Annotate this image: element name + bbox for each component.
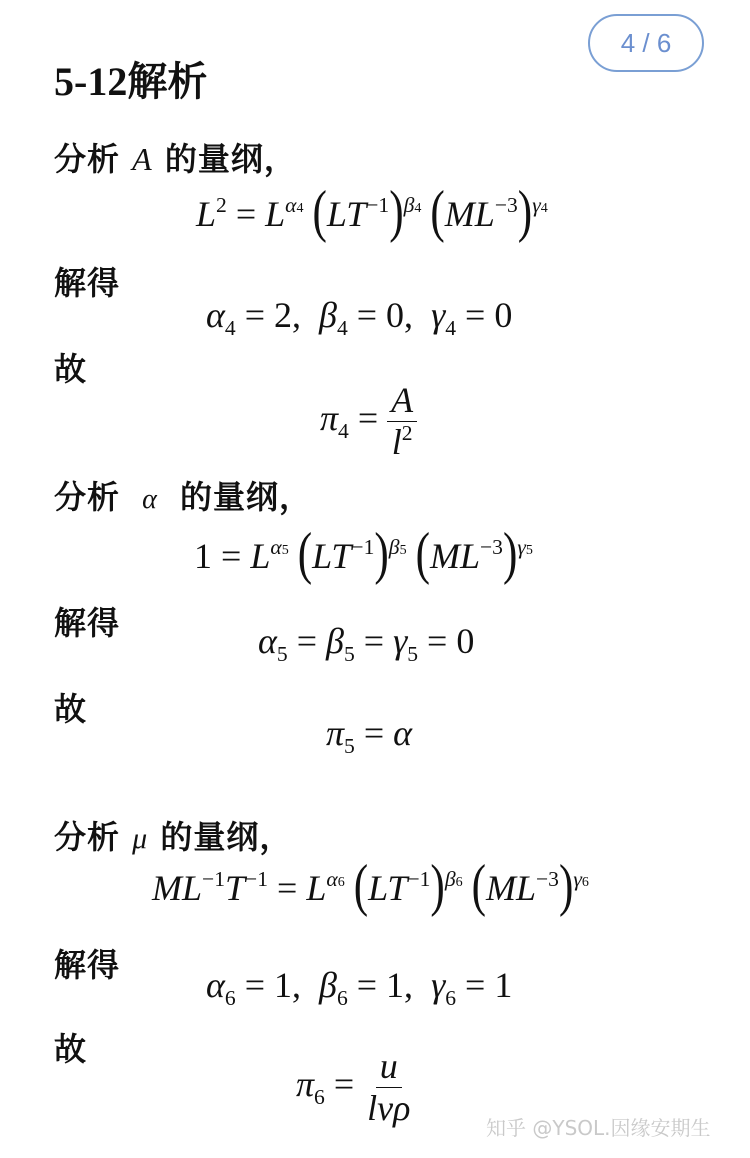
- hence-label: 故: [54, 690, 88, 728]
- heading-prefix: 分析: [54, 818, 121, 856]
- equation-solution-5: $\alpha_5 = \beta_5 = \gamma_5 = 0$: [258, 621, 475, 666]
- equation-dimension-alpha: $1 = L^{\alpha 5}$ $(LT^{-1})^{\beta 5}$ $(ML^{-3})^{\gamma 5}$: [194, 522, 533, 587]
- equation-pi-4: $\pi_4$ = $\frac{A}{l^2}$: [320, 380, 417, 464]
- equation-dimension-mu: $ML^{-1}T^{-1} = L^{\alpha 6}$ $(LT^{-1})^{\beta 6}$ $(ML^{-3})^{\gamma 6}$: [152, 854, 589, 919]
- section-heading-alpha: [54, 472, 312, 518]
- heading-suffix: 的量纲，: [164, 140, 297, 178]
- heading-prefix: 分析: [54, 140, 121, 178]
- equation-solution-4: $\alpha_4 = 2$, $\beta_4 = 0$, $\gamma_4 = 0$: [206, 295, 513, 340]
- watermark: 知乎 @YSOL.因缘安期生: [486, 1116, 711, 1140]
- equation-dimension-A: $L^2 = L^{\alpha 4}$ $(LT^{-1})^{\beta 4}$ $(ML^{-3})^{\gamma 4}$: [196, 180, 548, 245]
- equation-pi-6: $\pi_6$ = $\frac{u}{\text{lvρ}}$: [296, 1046, 411, 1129]
- equation-solution-6: $\alpha_6 = 1$, $\beta_6 = 1$, $\gamma_6 = 1$: [206, 965, 513, 1010]
- heading-suffix: 的量纲，: [160, 818, 293, 856]
- hence-label: 故: [54, 350, 88, 388]
- equation-pi-5: $\pi_5 = \alpha$: [326, 713, 413, 758]
- solve-label: 解得: [54, 264, 121, 302]
- page-title: 5-12解析: [54, 59, 208, 104]
- heading-suffix: 的量纲，: [180, 478, 313, 516]
- hence-label: 故: [54, 1030, 88, 1068]
- section-heading-A: [54, 134, 297, 180]
- section-heading-mu: [54, 812, 292, 858]
- heading-prefix: 分析: [54, 478, 121, 516]
- heading-variable: α: [142, 484, 158, 515]
- heading-variable: A: [132, 141, 153, 177]
- solve-label: 解得: [54, 946, 121, 984]
- heading-variable: μ: [132, 822, 149, 855]
- page-indicator[interactable]: 4 / 6: [588, 14, 704, 72]
- solve-label: 解得: [54, 604, 121, 642]
